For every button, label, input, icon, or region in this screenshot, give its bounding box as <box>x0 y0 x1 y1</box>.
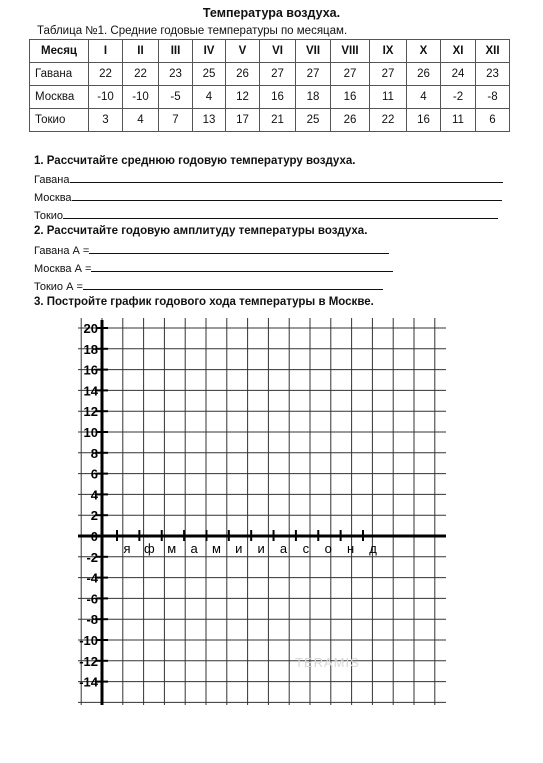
value-cell: 4 <box>193 86 226 109</box>
y-tick-label: 14 <box>83 383 98 399</box>
value-cell: 16 <box>331 86 370 109</box>
answer-label: Гавана <box>34 174 70 186</box>
y-tick-label: 0 <box>90 529 98 544</box>
header-cell: X <box>407 40 441 63</box>
month-label: я <box>123 541 131 556</box>
value-cell: 25 <box>296 109 331 132</box>
y-tick-label: 4 <box>90 487 98 503</box>
value-cell: 26 <box>407 63 441 86</box>
value-cell: 13 <box>193 109 226 132</box>
value-cell: 27 <box>331 63 370 86</box>
city-cell: Токио <box>30 109 89 132</box>
value-cell: 7 <box>159 109 193 132</box>
y-tick-label: 20 <box>83 321 98 336</box>
value-cell: 27 <box>296 63 331 86</box>
y-tick-label: -8 <box>86 612 98 628</box>
value-cell: 21 <box>260 109 296 132</box>
y-tick-label: 6 <box>90 466 98 482</box>
y-tick-label: 16 <box>83 362 98 378</box>
value-cell: 16 <box>407 109 441 132</box>
value-cell: 11 <box>370 86 407 109</box>
y-tick-label: -10 <box>79 633 98 648</box>
month-label: а <box>279 541 288 556</box>
table-caption: Таблица №1. Средние годовые температуры по месяцам. <box>37 25 348 37</box>
value-cell: 22 <box>370 109 407 132</box>
value-cell: 17 <box>226 109 260 132</box>
y-tick-label: 10 <box>83 425 98 440</box>
city-cell: Гавана <box>30 63 89 86</box>
value-cell: 27 <box>260 63 296 86</box>
month-label: ф <box>144 541 155 556</box>
value-cell: 4 <box>407 86 441 109</box>
header-cell: III <box>159 40 193 63</box>
y-tick-label: -2 <box>86 549 98 565</box>
header-cell: XI <box>441 40 476 63</box>
answer-label: Токио А = <box>34 281 83 293</box>
y-tick-label: 2 <box>90 508 98 524</box>
y-tick-label: 8 <box>90 445 98 461</box>
month-label: д <box>369 541 377 556</box>
value-cell: 24 <box>441 63 476 86</box>
value-cell: 23 <box>159 63 193 86</box>
header-cell: XII <box>476 40 510 63</box>
y-tick-label: 12 <box>83 404 98 420</box>
month-label: и <box>257 541 265 556</box>
task1-title: 1. Рассчитайте среднюю годовую температуру воздуха. <box>34 155 356 167</box>
header-cell: Месяц <box>30 40 89 63</box>
header-cell: VIII <box>331 40 370 63</box>
value-cell: 18 <box>296 86 331 109</box>
month-label: м <box>167 541 177 556</box>
value-cell: 22 <box>89 63 123 86</box>
value-cell: -2 <box>441 86 476 109</box>
value-cell: 22 <box>123 63 159 86</box>
value-cell: 27 <box>370 63 407 86</box>
value-cell: 6 <box>476 109 510 132</box>
header-cell: IX <box>370 40 407 63</box>
value-cell: 26 <box>226 63 260 86</box>
month-label: и <box>235 541 243 556</box>
month-label: с <box>302 541 310 556</box>
value-cell: -8 <box>476 86 510 109</box>
month-label: н <box>347 541 355 556</box>
value-cell: -10 <box>89 86 123 109</box>
header-cell: VII <box>296 40 331 63</box>
city-cell: Москва <box>30 86 89 109</box>
answer-label: Москва <box>34 192 72 204</box>
header-cell: I <box>89 40 123 63</box>
y-tick-label: -14 <box>79 674 98 690</box>
value-cell: 3 <box>89 109 123 132</box>
value-cell: 23 <box>476 63 510 86</box>
y-tick-label: -4 <box>86 570 98 586</box>
month-label: о <box>324 541 332 556</box>
value-cell: 11 <box>441 109 476 132</box>
task3-title: 3. Постройте график годового хода температуры в Москве. <box>34 296 374 308</box>
y-tick-label: -12 <box>79 653 98 669</box>
header-cell: V <box>226 40 260 63</box>
header-cell: IV <box>193 40 226 63</box>
watermark: TERAMIS <box>295 655 360 670</box>
value-cell: -5 <box>159 86 193 109</box>
month-label: м <box>211 541 221 556</box>
value-cell: 25 <box>193 63 226 86</box>
value-cell: -10 <box>123 86 159 109</box>
task2-title: 2. Рассчитайте годовую амплитуду температуры воздуха. <box>34 225 368 237</box>
y-tick-label: -6 <box>86 591 98 607</box>
value-cell: 16 <box>260 86 296 109</box>
answer-label: Гавана А = <box>34 245 90 257</box>
y-tick-label: 18 <box>83 341 98 357</box>
value-cell: 12 <box>226 86 260 109</box>
header-cell: VI <box>260 40 296 63</box>
value-cell: 4 <box>123 109 159 132</box>
value-cell: 26 <box>331 109 370 132</box>
worksheet-title: Температура воздуха. <box>202 6 341 20</box>
month-label: а <box>190 541 198 556</box>
header-cell: II <box>123 40 159 63</box>
answer-label: Токио <box>34 210 64 222</box>
answer-label: Москва А = <box>34 263 92 275</box>
